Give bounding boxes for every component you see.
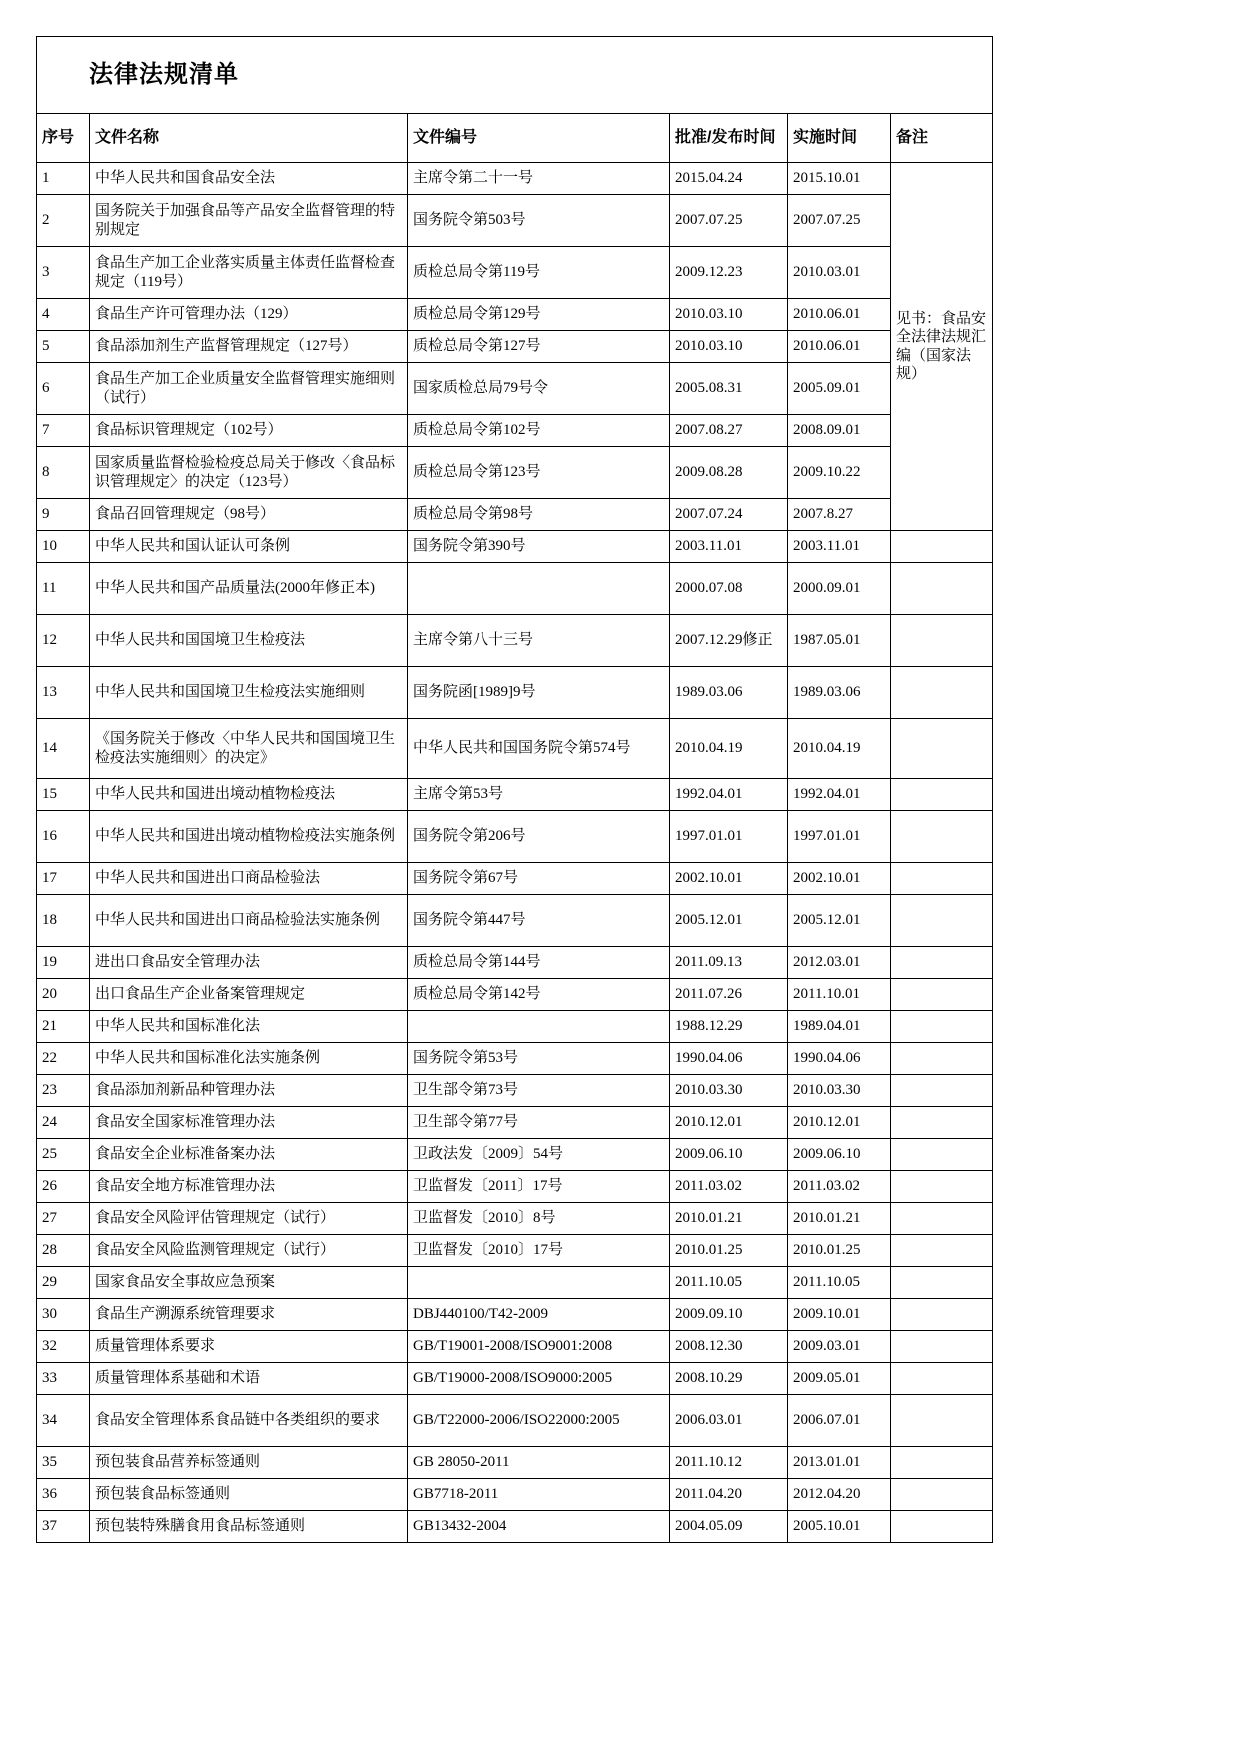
cell-approval-date: 2007.07.25	[670, 195, 788, 247]
cell-document-code: 国务院函[1989]9号	[408, 667, 670, 719]
table-row	[37, 979, 993, 1011]
cell-document-code: GB/T19001-2008/ISO9001:2008	[408, 1331, 670, 1363]
cell-approval-date: 2010.03.30	[670, 1075, 788, 1107]
cell-document-code	[408, 563, 670, 615]
cell-effective-date: 2007.07.25	[788, 195, 891, 247]
cell-effective-date: 1990.04.06	[788, 1043, 891, 1075]
cell-document-name: 中华人民共和国认证认可条例	[90, 531, 408, 563]
cell-sequence-number: 19	[37, 947, 90, 979]
cell-approval-date: 1989.03.06	[670, 667, 788, 719]
cell-effective-date: 1989.03.06	[788, 667, 891, 719]
cell-document-name: 中华人民共和国产品质量法(2000年修正本)	[90, 563, 408, 615]
cell-remark	[891, 1075, 993, 1107]
cell-document-name: 食品安全管理体系食品链中各类组织的要求	[90, 1395, 408, 1447]
table-row	[37, 1267, 993, 1299]
cell-sequence-number: 11	[37, 563, 90, 615]
cell-document-name: 食品生产溯源系统管理要求	[90, 1299, 408, 1331]
cell-effective-date: 1987.05.01	[788, 615, 891, 667]
cell-document-name: 质量管理体系要求	[90, 1331, 408, 1363]
table-row	[37, 1331, 993, 1363]
cell-document-name: 食品安全国家标准管理办法	[90, 1107, 408, 1139]
cell-sequence-number: 33	[37, 1363, 90, 1395]
cell-sequence-number: 22	[37, 1043, 90, 1075]
table-row	[37, 195, 993, 247]
cell-document-name: 食品安全企业标准备案办法	[90, 1139, 408, 1171]
cell-effective-date: 2010.03.01	[788, 247, 891, 299]
cell-document-code: GB/T19000-2008/ISO9000:2005	[408, 1363, 670, 1395]
table-row	[37, 363, 993, 415]
cell-document-name: 中华人民共和国进出境动植物检疫法实施条例	[90, 811, 408, 863]
cell-effective-date: 2012.04.20	[788, 1479, 891, 1511]
table-row	[37, 299, 993, 331]
cell-sequence-number: 10	[37, 531, 90, 563]
cell-effective-date: 1989.04.01	[788, 1011, 891, 1043]
table-row	[37, 331, 993, 363]
cell-remark	[891, 779, 993, 811]
cell-document-name: 国家食品安全事故应急预案	[90, 1267, 408, 1299]
cell-remark	[891, 947, 993, 979]
table-row	[37, 563, 993, 615]
cell-sequence-number: 29	[37, 1267, 90, 1299]
cell-document-name: 中华人民共和国标准化法	[90, 1011, 408, 1043]
cell-approval-date: 2010.01.25	[670, 1235, 788, 1267]
cell-document-name: 进出口食品安全管理办法	[90, 947, 408, 979]
cell-sequence-number: 6	[37, 363, 90, 415]
cell-document-code: 质检总局令第144号	[408, 947, 670, 979]
cell-document-name: 中华人民共和国进出口商品检验法实施条例	[90, 895, 408, 947]
cell-document-name: 国家质量监督检验检疫总局关于修改〈食品标识管理规定〉的决定（123号）	[90, 447, 408, 499]
table-row	[37, 779, 993, 811]
column-header-remark: 备注	[891, 114, 993, 163]
cell-approval-date: 2010.04.19	[670, 719, 788, 779]
cell-remark	[891, 1299, 993, 1331]
cell-effective-date: 1992.04.01	[788, 779, 891, 811]
cell-effective-date: 2010.06.01	[788, 331, 891, 363]
column-header-name: 文件名称	[90, 114, 408, 163]
cell-approval-date: 2003.11.01	[670, 531, 788, 563]
cell-approval-date: 2010.03.10	[670, 299, 788, 331]
cell-sequence-number: 21	[37, 1011, 90, 1043]
cell-remark	[891, 1363, 993, 1395]
cell-document-name: 质量管理体系基础和术语	[90, 1363, 408, 1395]
cell-effective-date: 2011.10.05	[788, 1267, 891, 1299]
cell-document-code: 卫生部令第77号	[408, 1107, 670, 1139]
cell-document-name: 食品添加剂新品种管理办法	[90, 1075, 408, 1107]
cell-remark	[891, 719, 993, 779]
cell-effective-date: 2010.06.01	[788, 299, 891, 331]
cell-effective-date: 2000.09.01	[788, 563, 891, 615]
cell-document-name: 食品召回管理规定（98号）	[90, 499, 408, 531]
cell-remark	[891, 1107, 993, 1139]
cell-sequence-number: 8	[37, 447, 90, 499]
table-row	[37, 667, 993, 719]
table-row	[37, 499, 993, 531]
cell-approval-date: 2005.12.01	[670, 895, 788, 947]
cell-approval-date: 1992.04.01	[670, 779, 788, 811]
cell-document-code: 质检总局令第98号	[408, 499, 670, 531]
cell-approval-date: 2000.07.08	[670, 563, 788, 615]
cell-effective-date: 2011.03.02	[788, 1171, 891, 1203]
cell-sequence-number: 28	[37, 1235, 90, 1267]
cell-approval-date: 2007.08.27	[670, 415, 788, 447]
cell-document-name: 中华人民共和国国境卫生检疫法	[90, 615, 408, 667]
cell-sequence-number: 13	[37, 667, 90, 719]
title-cell	[37, 37, 993, 114]
cell-document-code: 国务院令第206号	[408, 811, 670, 863]
cell-sequence-number: 20	[37, 979, 90, 1011]
table-row	[37, 1363, 993, 1395]
table-row	[37, 863, 993, 895]
cell-effective-date: 2003.11.01	[788, 531, 891, 563]
cell-document-code: 卫生部令第73号	[408, 1075, 670, 1107]
cell-document-name: 食品标识管理规定（102号）	[90, 415, 408, 447]
cell-document-name: 出口食品生产企业备案管理规定	[90, 979, 408, 1011]
cell-document-code: 质检总局令第119号	[408, 247, 670, 299]
cell-document-code: 卫政法发〔2009〕54号	[408, 1139, 670, 1171]
cell-sequence-number: 9	[37, 499, 90, 531]
cell-sequence-number: 2	[37, 195, 90, 247]
cell-sequence-number: 32	[37, 1331, 90, 1363]
cell-document-code: 国务院令第503号	[408, 195, 670, 247]
cell-effective-date: 2006.07.01	[788, 1395, 891, 1447]
cell-document-name: 中华人民共和国进出口商品检验法	[90, 863, 408, 895]
cell-effective-date: 2009.10.22	[788, 447, 891, 499]
table-header-row	[37, 114, 993, 163]
table-row	[37, 1203, 993, 1235]
cell-document-code: 质检总局令第127号	[408, 331, 670, 363]
cell-sequence-number: 16	[37, 811, 90, 863]
table-row	[37, 615, 993, 667]
cell-sequence-number: 36	[37, 1479, 90, 1511]
cell-document-code	[408, 1011, 670, 1043]
table-row	[37, 1479, 993, 1511]
cell-document-code: 中华人民共和国国务院令第574号	[408, 719, 670, 779]
cell-approval-date: 2011.03.02	[670, 1171, 788, 1203]
cell-sequence-number: 34	[37, 1395, 90, 1447]
cell-sequence-number: 26	[37, 1171, 90, 1203]
cell-approval-date: 2004.05.09	[670, 1511, 788, 1543]
cell-document-name: 食品安全风险评估管理规定（试行）	[90, 1203, 408, 1235]
cell-document-name: 食品安全风险监测管理规定（试行）	[90, 1235, 408, 1267]
cell-approval-date: 2010.03.10	[670, 331, 788, 363]
table-row	[37, 447, 993, 499]
cell-remark	[891, 667, 993, 719]
cell-effective-date: 2010.12.01	[788, 1107, 891, 1139]
cell-document-code: 国务院令第67号	[408, 863, 670, 895]
cell-remark	[891, 1011, 993, 1043]
cell-approval-date: 2008.10.29	[670, 1363, 788, 1395]
table-row	[37, 1235, 993, 1267]
cell-document-code: 质检总局令第129号	[408, 299, 670, 331]
cell-document-code: 质检总局令第102号	[408, 415, 670, 447]
cell-sequence-number: 17	[37, 863, 90, 895]
cell-document-code: 主席令第八十三号	[408, 615, 670, 667]
column-header-no: 序号	[37, 114, 90, 163]
table-row	[37, 947, 993, 979]
cell-document-name: 《国务院关于修改〈中华人民共和国国境卫生检疫法实施细则〉的决定》	[90, 719, 408, 779]
cell-document-name: 食品添加剂生产监督管理规定（127号）	[90, 331, 408, 363]
cell-approval-date: 2010.12.01	[670, 1107, 788, 1139]
cell-effective-date: 2009.05.01	[788, 1363, 891, 1395]
cell-approval-date: 2006.03.01	[670, 1395, 788, 1447]
cell-remark	[891, 531, 993, 563]
table-row	[37, 1511, 993, 1543]
cell-remark-merged: 见书：食品安全法律法规汇编（国家法规）	[891, 163, 993, 531]
cell-remark	[891, 1171, 993, 1203]
cell-sequence-number: 7	[37, 415, 90, 447]
cell-document-code: 卫监督发〔2010〕17号	[408, 1235, 670, 1267]
cell-approval-date: 2015.04.24	[670, 163, 788, 195]
cell-document-name: 中华人民共和国进出境动植物检疫法	[90, 779, 408, 811]
cell-effective-date: 2002.10.01	[788, 863, 891, 895]
cell-approval-date: 2011.04.20	[670, 1479, 788, 1511]
cell-approval-date: 2005.08.31	[670, 363, 788, 415]
cell-effective-date: 2010.01.25	[788, 1235, 891, 1267]
cell-remark	[891, 979, 993, 1011]
cell-remark	[891, 1395, 993, 1447]
cell-effective-date: 2012.03.01	[788, 947, 891, 979]
title-row	[37, 37, 993, 114]
cell-approval-date: 2011.10.12	[670, 1447, 788, 1479]
cell-approval-date: 2011.10.05	[670, 1267, 788, 1299]
cell-document-code: 质检总局令第123号	[408, 447, 670, 499]
cell-approval-date: 1990.04.06	[670, 1043, 788, 1075]
cell-document-code: 卫监督发〔2011〕17号	[408, 1171, 670, 1203]
cell-remark	[891, 1331, 993, 1363]
table-row	[37, 1447, 993, 1479]
cell-document-name: 预包装食品标签通则	[90, 1479, 408, 1511]
table-body	[37, 37, 993, 1543]
cell-sequence-number: 12	[37, 615, 90, 667]
cell-remark	[891, 1043, 993, 1075]
cell-document-name: 中华人民共和国食品安全法	[90, 163, 408, 195]
table-row	[37, 811, 993, 863]
cell-effective-date: 2015.10.01	[788, 163, 891, 195]
cell-effective-date: 1997.01.01	[788, 811, 891, 863]
cell-remark	[891, 1235, 993, 1267]
cell-sequence-number: 25	[37, 1139, 90, 1171]
cell-document-name: 预包装特殊膳食用食品标签通则	[90, 1511, 408, 1543]
cell-sequence-number: 23	[37, 1075, 90, 1107]
cell-sequence-number: 27	[37, 1203, 90, 1235]
cell-document-name: 食品生产加工企业质量安全监督管理实施细则（试行）	[90, 363, 408, 415]
cell-effective-date: 2011.10.01	[788, 979, 891, 1011]
cell-document-code: GB13432-2004	[408, 1511, 670, 1543]
cell-document-code: 国务院令第53号	[408, 1043, 670, 1075]
cell-document-name: 食品安全地方标准管理办法	[90, 1171, 408, 1203]
column-header-code: 文件编号	[408, 114, 670, 163]
table-row	[37, 1299, 993, 1331]
table-row	[37, 1107, 993, 1139]
cell-effective-date: 2005.12.01	[788, 895, 891, 947]
cell-sequence-number: 37	[37, 1511, 90, 1543]
cell-remark	[891, 1203, 993, 1235]
cell-approval-date: 2009.12.23	[670, 247, 788, 299]
cell-sequence-number: 35	[37, 1447, 90, 1479]
table-row	[37, 531, 993, 563]
cell-effective-date: 2009.03.01	[788, 1331, 891, 1363]
cell-document-code: 主席令第二十一号	[408, 163, 670, 195]
cell-document-code: 卫监督发〔2010〕8号	[408, 1203, 670, 1235]
cell-effective-date: 2013.01.01	[788, 1447, 891, 1479]
cell-document-name: 中华人民共和国国境卫生检疫法实施细则	[90, 667, 408, 719]
cell-document-code: 国务院令第390号	[408, 531, 670, 563]
cell-sequence-number: 15	[37, 779, 90, 811]
cell-document-code: 质检总局令第142号	[408, 979, 670, 1011]
cell-document-code: GB/T22000-2006/ISO22000:2005	[408, 1395, 670, 1447]
column-header-approve: 批准/发布时间	[670, 114, 788, 163]
page-title: 法律法规清单	[89, 61, 239, 89]
cell-remark	[891, 1447, 993, 1479]
cell-remark	[891, 1479, 993, 1511]
law-regulation-list-table	[36, 36, 993, 1543]
cell-remark	[891, 1139, 993, 1171]
cell-effective-date: 2010.01.21	[788, 1203, 891, 1235]
table-row	[37, 1395, 993, 1447]
cell-document-code	[408, 1267, 670, 1299]
cell-remark	[891, 895, 993, 947]
cell-document-code: GB7718-2011	[408, 1479, 670, 1511]
cell-document-code: GB 28050-2011	[408, 1447, 670, 1479]
cell-document-name: 中华人民共和国标准化法实施条例	[90, 1043, 408, 1075]
cell-remark	[891, 1267, 993, 1299]
cell-document-name: 食品生产加工企业落实质量主体责任监督检查规定（119号）	[90, 247, 408, 299]
cell-document-code: DBJ440100/T42-2009	[408, 1299, 670, 1331]
cell-approval-date: 1997.01.01	[670, 811, 788, 863]
cell-document-name: 国务院关于加强食品等产品安全监督管理的特别规定	[90, 195, 408, 247]
cell-sequence-number: 30	[37, 1299, 90, 1331]
cell-effective-date: 2008.09.01	[788, 415, 891, 447]
cell-effective-date: 2009.10.01	[788, 1299, 891, 1331]
cell-remark	[891, 811, 993, 863]
cell-approval-date: 2011.09.13	[670, 947, 788, 979]
cell-document-name: 食品生产许可管理办法（129）	[90, 299, 408, 331]
cell-sequence-number: 18	[37, 895, 90, 947]
cell-document-code: 主席令第53号	[408, 779, 670, 811]
table-row	[37, 1011, 993, 1043]
table-row	[37, 163, 993, 195]
cell-approval-date: 2002.10.01	[670, 863, 788, 895]
cell-approval-date: 2008.12.30	[670, 1331, 788, 1363]
cell-approval-date: 2007.07.24	[670, 499, 788, 531]
cell-remark	[891, 563, 993, 615]
cell-document-name: 预包装食品营养标签通则	[90, 1447, 408, 1479]
table-row	[37, 415, 993, 447]
cell-effective-date: 2010.04.19	[788, 719, 891, 779]
cell-sequence-number: 1	[37, 163, 90, 195]
cell-sequence-number: 3	[37, 247, 90, 299]
cell-remark	[891, 615, 993, 667]
table-row	[37, 1043, 993, 1075]
cell-effective-date: 2009.06.10	[788, 1139, 891, 1171]
cell-effective-date: 2005.09.01	[788, 363, 891, 415]
cell-approval-date: 2010.01.21	[670, 1203, 788, 1235]
cell-sequence-number: 14	[37, 719, 90, 779]
table-row	[37, 895, 993, 947]
column-header-effect: 实施时间	[788, 114, 891, 163]
table-row	[37, 719, 993, 779]
cell-approval-date: 2009.09.10	[670, 1299, 788, 1331]
cell-approval-date: 2011.07.26	[670, 979, 788, 1011]
cell-remark	[891, 1511, 993, 1543]
cell-approval-date: 2009.06.10	[670, 1139, 788, 1171]
cell-document-code: 国务院令第447号	[408, 895, 670, 947]
cell-remark	[891, 863, 993, 895]
cell-sequence-number: 5	[37, 331, 90, 363]
table-row	[37, 1171, 993, 1203]
cell-sequence-number: 24	[37, 1107, 90, 1139]
cell-sequence-number: 4	[37, 299, 90, 331]
cell-effective-date: 2010.03.30	[788, 1075, 891, 1107]
table-row	[37, 1075, 993, 1107]
table-row	[37, 1139, 993, 1171]
cell-document-code: 国家质检总局79号令	[408, 363, 670, 415]
cell-effective-date: 2007.8.27	[788, 499, 891, 531]
cell-effective-date: 2005.10.01	[788, 1511, 891, 1543]
cell-approval-date: 2009.08.28	[670, 447, 788, 499]
table-row	[37, 247, 993, 299]
cell-approval-date: 2007.12.29修正	[670, 615, 788, 667]
cell-approval-date: 1988.12.29	[670, 1011, 788, 1043]
